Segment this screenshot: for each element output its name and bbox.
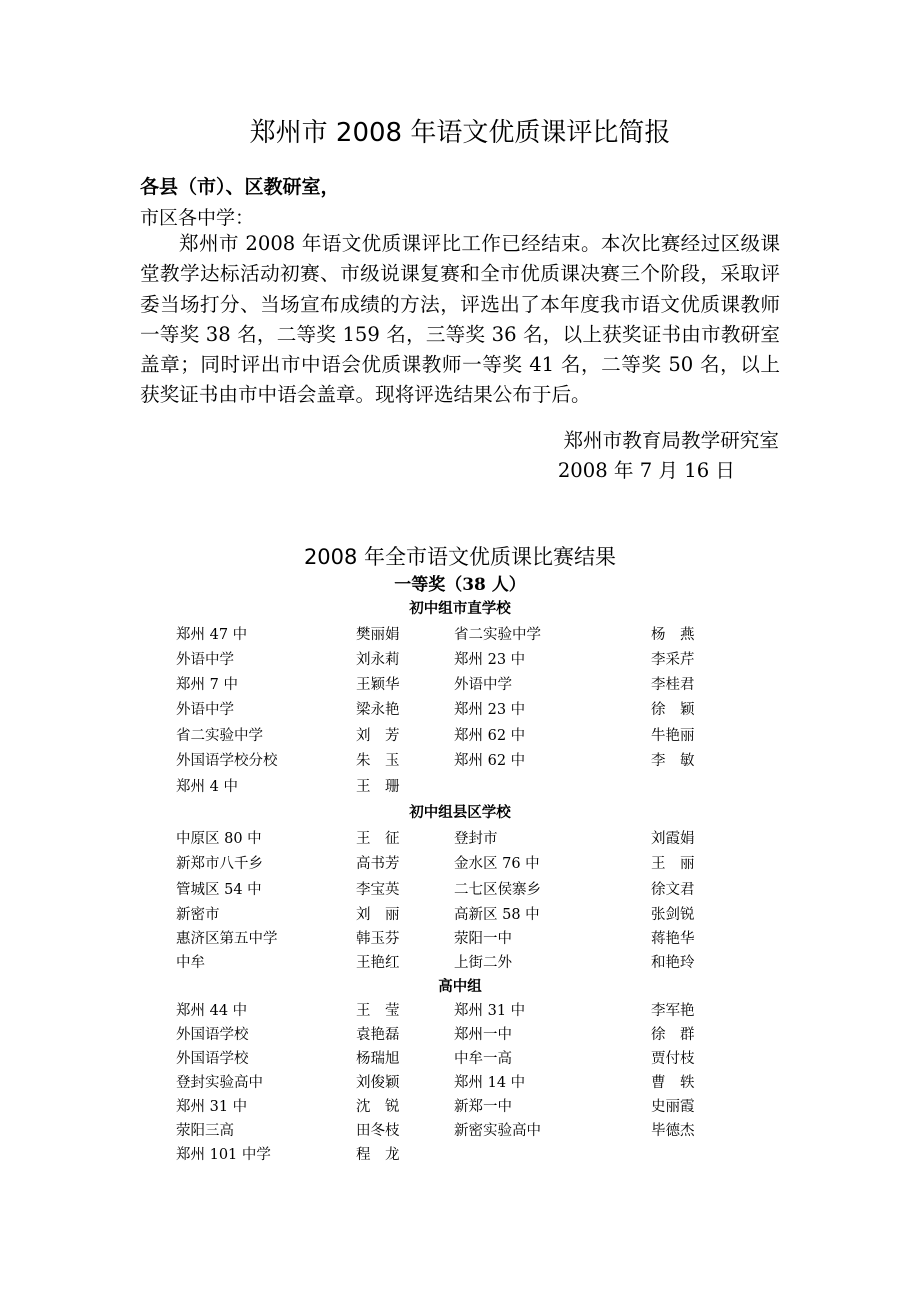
teacher-cell: 王颖华 [356,677,400,693]
table-row [0,878,920,902]
signature-organization: 郑州市教育局教学研究室 [563,429,779,452]
teacher-cell: 刘 丽 [356,907,400,923]
teacher-cell: 袁艳磊 [356,1027,400,1043]
table-row [0,673,920,697]
page-title: 郑州市 2008 年语文优质课评比简报 [249,118,671,148]
school-cell: 郑州 7 中 [176,677,238,693]
teacher-cell: 李 敏 [651,753,695,769]
table-row [0,951,920,975]
table-row [0,1119,920,1143]
teacher-cell: 田冬枝 [356,1123,400,1139]
teacher-cell: 王 莹 [356,1003,400,1019]
table-row [0,903,920,927]
school-cell: 新密实验高中 [454,1123,541,1139]
school-cell: 外国语学校 [176,1027,249,1043]
teacher-cell: 和艳玲 [651,955,695,971]
school-cell: 省二实验中学 [454,627,541,643]
teacher-cell: 蒋艳华 [651,931,695,947]
school-cell: 高新区 58 中 [454,907,540,923]
school-cell: 新密市 [176,907,220,923]
school-cell: 郑州 62 中 [454,728,526,744]
school-cell: 外语中学 [176,652,234,668]
teacher-cell: 王 珊 [356,779,400,795]
school-cell: 郑州 101 中学 [176,1147,271,1163]
school-cell: 管城区 54 中 [176,882,262,898]
teacher-cell: 刘永莉 [356,652,400,668]
teacher-cell: 刘霞娟 [651,831,695,847]
table-row [0,698,920,722]
table-row [0,999,920,1023]
school-cell: 惠济区第五中学 [176,931,278,947]
teacher-cell: 朱 玉 [356,753,400,769]
teacher-cell: 李采芹 [651,652,695,668]
teacher-cell: 徐 颖 [651,702,695,718]
teacher-cell: 李桂君 [651,677,695,693]
table-row [0,623,920,647]
group-heading: 初中组市直学校 [409,600,511,617]
table-row [0,1143,920,1167]
teacher-cell: 徐文君 [651,882,695,898]
school-cell: 郑州 31 中 [176,1099,248,1115]
school-cell: 郑州 4 中 [176,779,238,795]
table-row [0,927,920,951]
school-cell: 荥阳一中 [454,931,512,947]
teacher-cell: 韩玉芬 [356,931,400,947]
school-cell: 郑州 23 中 [454,702,526,718]
teacher-cell: 贾付枝 [651,1051,695,1067]
prize-level-heading: 一等奖（38 人） [394,575,526,595]
school-cell: 郑州 62 中 [454,753,526,769]
group-heading: 初中组县区学校 [409,804,511,821]
body-paragraph: 郑州市 2008 年语文优质课评比工作已经结束。本次比赛经过区级课堂教学达标活动初赛、市级说课复赛和全市优质课决赛三个阶段，采取评委当场打分、当场宣布成绩的方法，评选出了本年度我市语文优质课教师一等奖 38 名，二等奖 159 名，三等奖 36 名，以上获奖证书由市教研室盖章；同时评出市中语会优质课教师一等奖 41 名，二等奖 50 名，以上获奖证书由市中语会盖章。现将评选结果公布于后。 [140,232,780,407]
teacher-cell: 牛艳丽 [651,728,695,744]
teacher-cell: 李军艳 [651,1003,695,1019]
school-cell: 中牟一高 [454,1051,512,1067]
signature-date: 2008 年 7 月 16 日 [557,459,735,482]
teacher-cell: 刘 芳 [356,728,400,744]
teacher-cell: 杨瑞旭 [356,1051,400,1067]
teacher-cell: 刘俊颖 [356,1075,400,1091]
salutation-line-1: 各县（市）、区教研室， [140,176,340,198]
table-row [0,724,920,748]
school-cell: 郑州 47 中 [176,627,248,643]
teacher-cell: 杨 燕 [651,627,695,643]
table-row [0,775,920,799]
table-row [0,852,920,876]
table-row [0,1023,920,1047]
school-cell: 二七区侯寨乡 [454,882,541,898]
school-cell: 外语中学 [176,702,234,718]
table-row [0,1071,920,1095]
school-cell: 新郑一中 [454,1099,512,1115]
teacher-cell: 张剑锐 [651,907,695,923]
school-cell: 郑州 44 中 [176,1003,248,1019]
results-title: 2008 年全市语文优质课比赛结果 [303,545,617,569]
teacher-cell: 沈 锐 [356,1099,400,1115]
school-cell: 外语中学 [454,677,512,693]
teacher-cell: 樊丽娟 [356,627,400,643]
school-cell: 荥阳三高 [176,1123,234,1139]
school-cell: 新郑市八千乡 [176,856,263,872]
table-row [0,648,920,672]
teacher-cell: 王艳红 [356,955,400,971]
teacher-cell: 毕德杰 [651,1123,695,1139]
school-cell: 中牟 [176,955,205,971]
salutation-line-2: 市区各中学： [140,207,255,229]
school-cell: 省二实验中学 [176,728,263,744]
table-row [0,1095,920,1119]
school-cell: 郑州一中 [454,1027,512,1043]
teacher-cell: 李宝英 [356,882,400,898]
teacher-cell: 王 征 [356,831,400,847]
school-cell: 中原区 80 中 [176,831,262,847]
teacher-cell: 史丽霞 [651,1099,695,1115]
teacher-cell: 徐 群 [651,1027,695,1043]
teacher-cell: 王 丽 [651,856,695,872]
teacher-cell: 曹 轶 [651,1075,695,1091]
school-cell: 郑州 14 中 [454,1075,526,1091]
table-row [0,749,920,773]
school-cell: 外国语学校 [176,1051,249,1067]
school-cell: 登封实验高中 [176,1075,263,1091]
school-cell: 金水区 76 中 [454,856,540,872]
school-cell: 登封市 [454,831,498,847]
school-cell: 郑州 31 中 [454,1003,526,1019]
table-row [0,1047,920,1071]
teacher-cell: 梁永艳 [356,702,400,718]
teacher-cell: 程 龙 [356,1147,400,1163]
teacher-cell: 高书芳 [356,856,400,872]
school-cell: 郑州 23 中 [454,652,526,668]
school-cell: 上街二外 [454,955,512,971]
group-heading: 高中组 [438,978,482,995]
table-row [0,827,920,851]
school-cell: 外国语学校分校 [176,753,278,769]
